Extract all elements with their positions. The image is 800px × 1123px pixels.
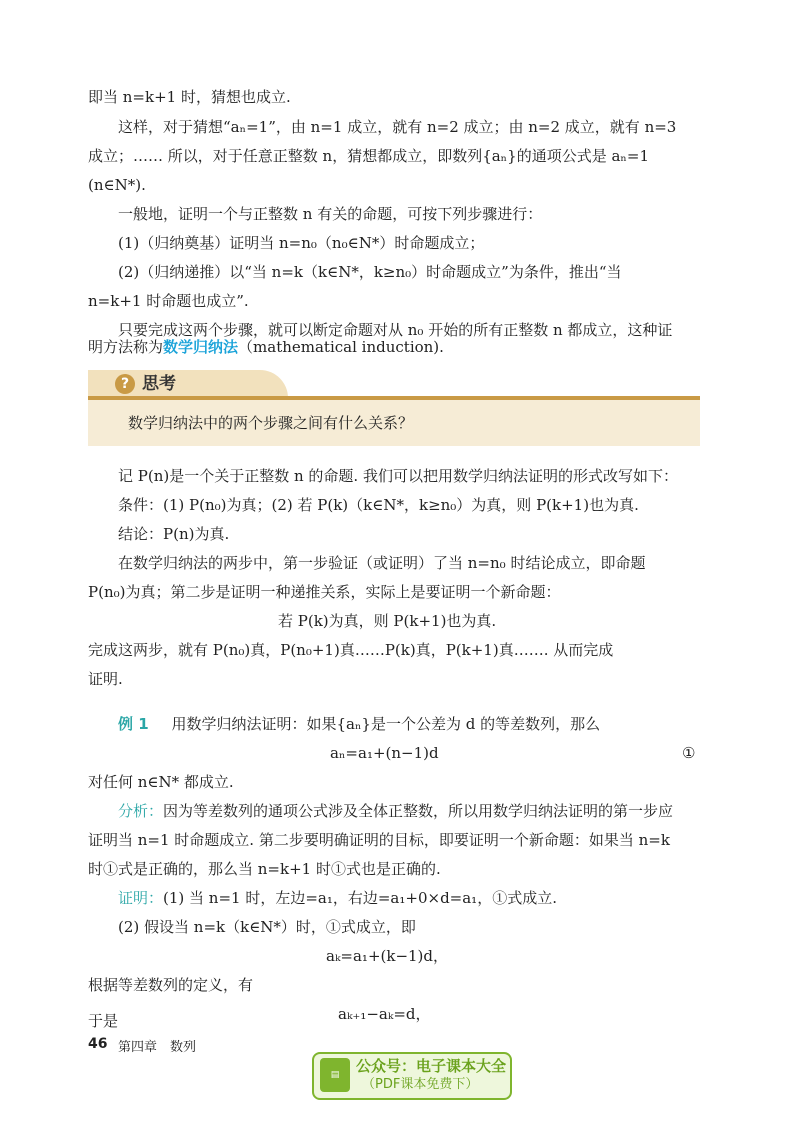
text-line: 时①式是正确的，那么当 n=k+1 时①式也是正确的. [88,860,441,878]
text-line: (2)（归纳递推）以“当 n=k（k∈N*，k≥n₀）时命题成立”为条件，推出“当 [118,263,622,281]
example-label: 例 1 [118,715,149,733]
text-line: 记 P(n)是一个关于正整数 n 的命题. 我们可以把用数学归纳法证明的形式改写如下： [118,467,678,485]
text-line: P(n₀)为真；第二步是证明一种递推关系，实际上是要证明一个新命题： [88,583,561,601]
text-line: 即当 n=k+1 时，猜想也成立. [88,88,291,106]
text-line: 成立；…… 所以，对于任意正整数 n，猜想都成立，即数列{aₙ}的通项公式是 aₙ=1 [88,147,650,165]
text-line: 于是 [88,1012,119,1030]
text-line: 这样，对于猜想“aₙ=1”，由 n=1 成立，就有 n=2 成立；由 n=2 成立，就有 n=3 [118,118,677,136]
analysis-text: 因为等差数列的通项公式涉及全体正整数，所以用数学归纳法证明的第一步应 [163,802,674,820]
text-line: 一般地，证明一个与正整数 n 有关的命题，可按下列步骤进行： [118,205,543,223]
stamp-line2: （PDF课本免费下） [362,1077,479,1092]
text-line: 证明. [88,670,123,688]
text-line: n=k+1 时命题也成立”. [88,292,249,310]
key-term: 数学归纳法 [163,338,239,356]
think-question: 数学归纳法中的两个步骤之间有什么关系？ [128,414,414,432]
proof-line [118,887,557,909]
example-formula: aₙ=a₁+(n−1)d [330,744,439,762]
text-line: 结论：P(n)为真. [118,525,230,543]
stamp-line1: 公众号：电子课本大全 [356,1057,507,1075]
text-line: (1)（归纳奠基）证明当 n=n₀（n₀∈N*）时命题成立； [118,234,485,252]
text-line [88,336,444,358]
formula-tag: ① [682,744,696,762]
text-line: 证明当 n=1 时命题成立. 第二步要明确证明的目标，即要证明一个新命题：如果当 n=k [88,831,670,849]
proof-text: (1) 当 n=1 时，左边=a₁，右边=a₁+0×d=a₁，①式成立. [163,889,557,907]
text-line: (2) 假设当 n=k（k∈N*）时，①式成立，即 [118,918,416,936]
text-span: （mathematical induction). [238,338,444,356]
text-line: 只要完成这两个步骤，就可以断定命题对从 n₀ 开始的所有正整数 n 都成立，这种证 [118,321,673,339]
watermark-stamp [312,1052,512,1100]
proof-label: 证明： [118,889,164,907]
text-line: 对任何 n∈N* 都成立. [88,773,234,791]
text-line: 根据等差数列的定义，有 [88,976,254,994]
example-line [118,713,600,735]
analysis-line [118,800,673,822]
analysis-label: 分析： [118,802,164,820]
think-title: 思考 [142,374,176,394]
book-icon: ▤ [320,1058,350,1092]
example-text: 用数学归纳法证明：如果{aₙ}是一个公差为 d 的等差数列，那么 [171,715,601,733]
text-line: 条件：(1) P(n₀)为真；(2) 若 P(k)（k∈N*，k≥n₀）为真，则 P(k+1)也为真. [118,496,639,514]
text-span: 明方法称为 [88,338,164,356]
formula-line: 若 P(k)为真，则 P(k+1)也为真. [278,612,497,630]
formula-line: aₖ₊₁−aₖ=d， [338,1005,431,1023]
chapter-label: 第四章 数列 [118,1040,197,1055]
page-number: 46 [88,1036,108,1052]
text-line: 在数学归纳法的两步中，第一步验证（或证明）了当 n=n₀ 时结论成立，即命题 [118,554,646,572]
text-line: (n∈N*). [88,176,146,194]
question-icon: ? [115,374,135,394]
formula-line: aₖ=a₁+(k−1)d， [326,947,449,965]
text-line: 完成这两步，就有 P(n₀)真，P(n₀+1)真……P(k)真，P(k+1)真……. 从而完成 [88,641,614,659]
